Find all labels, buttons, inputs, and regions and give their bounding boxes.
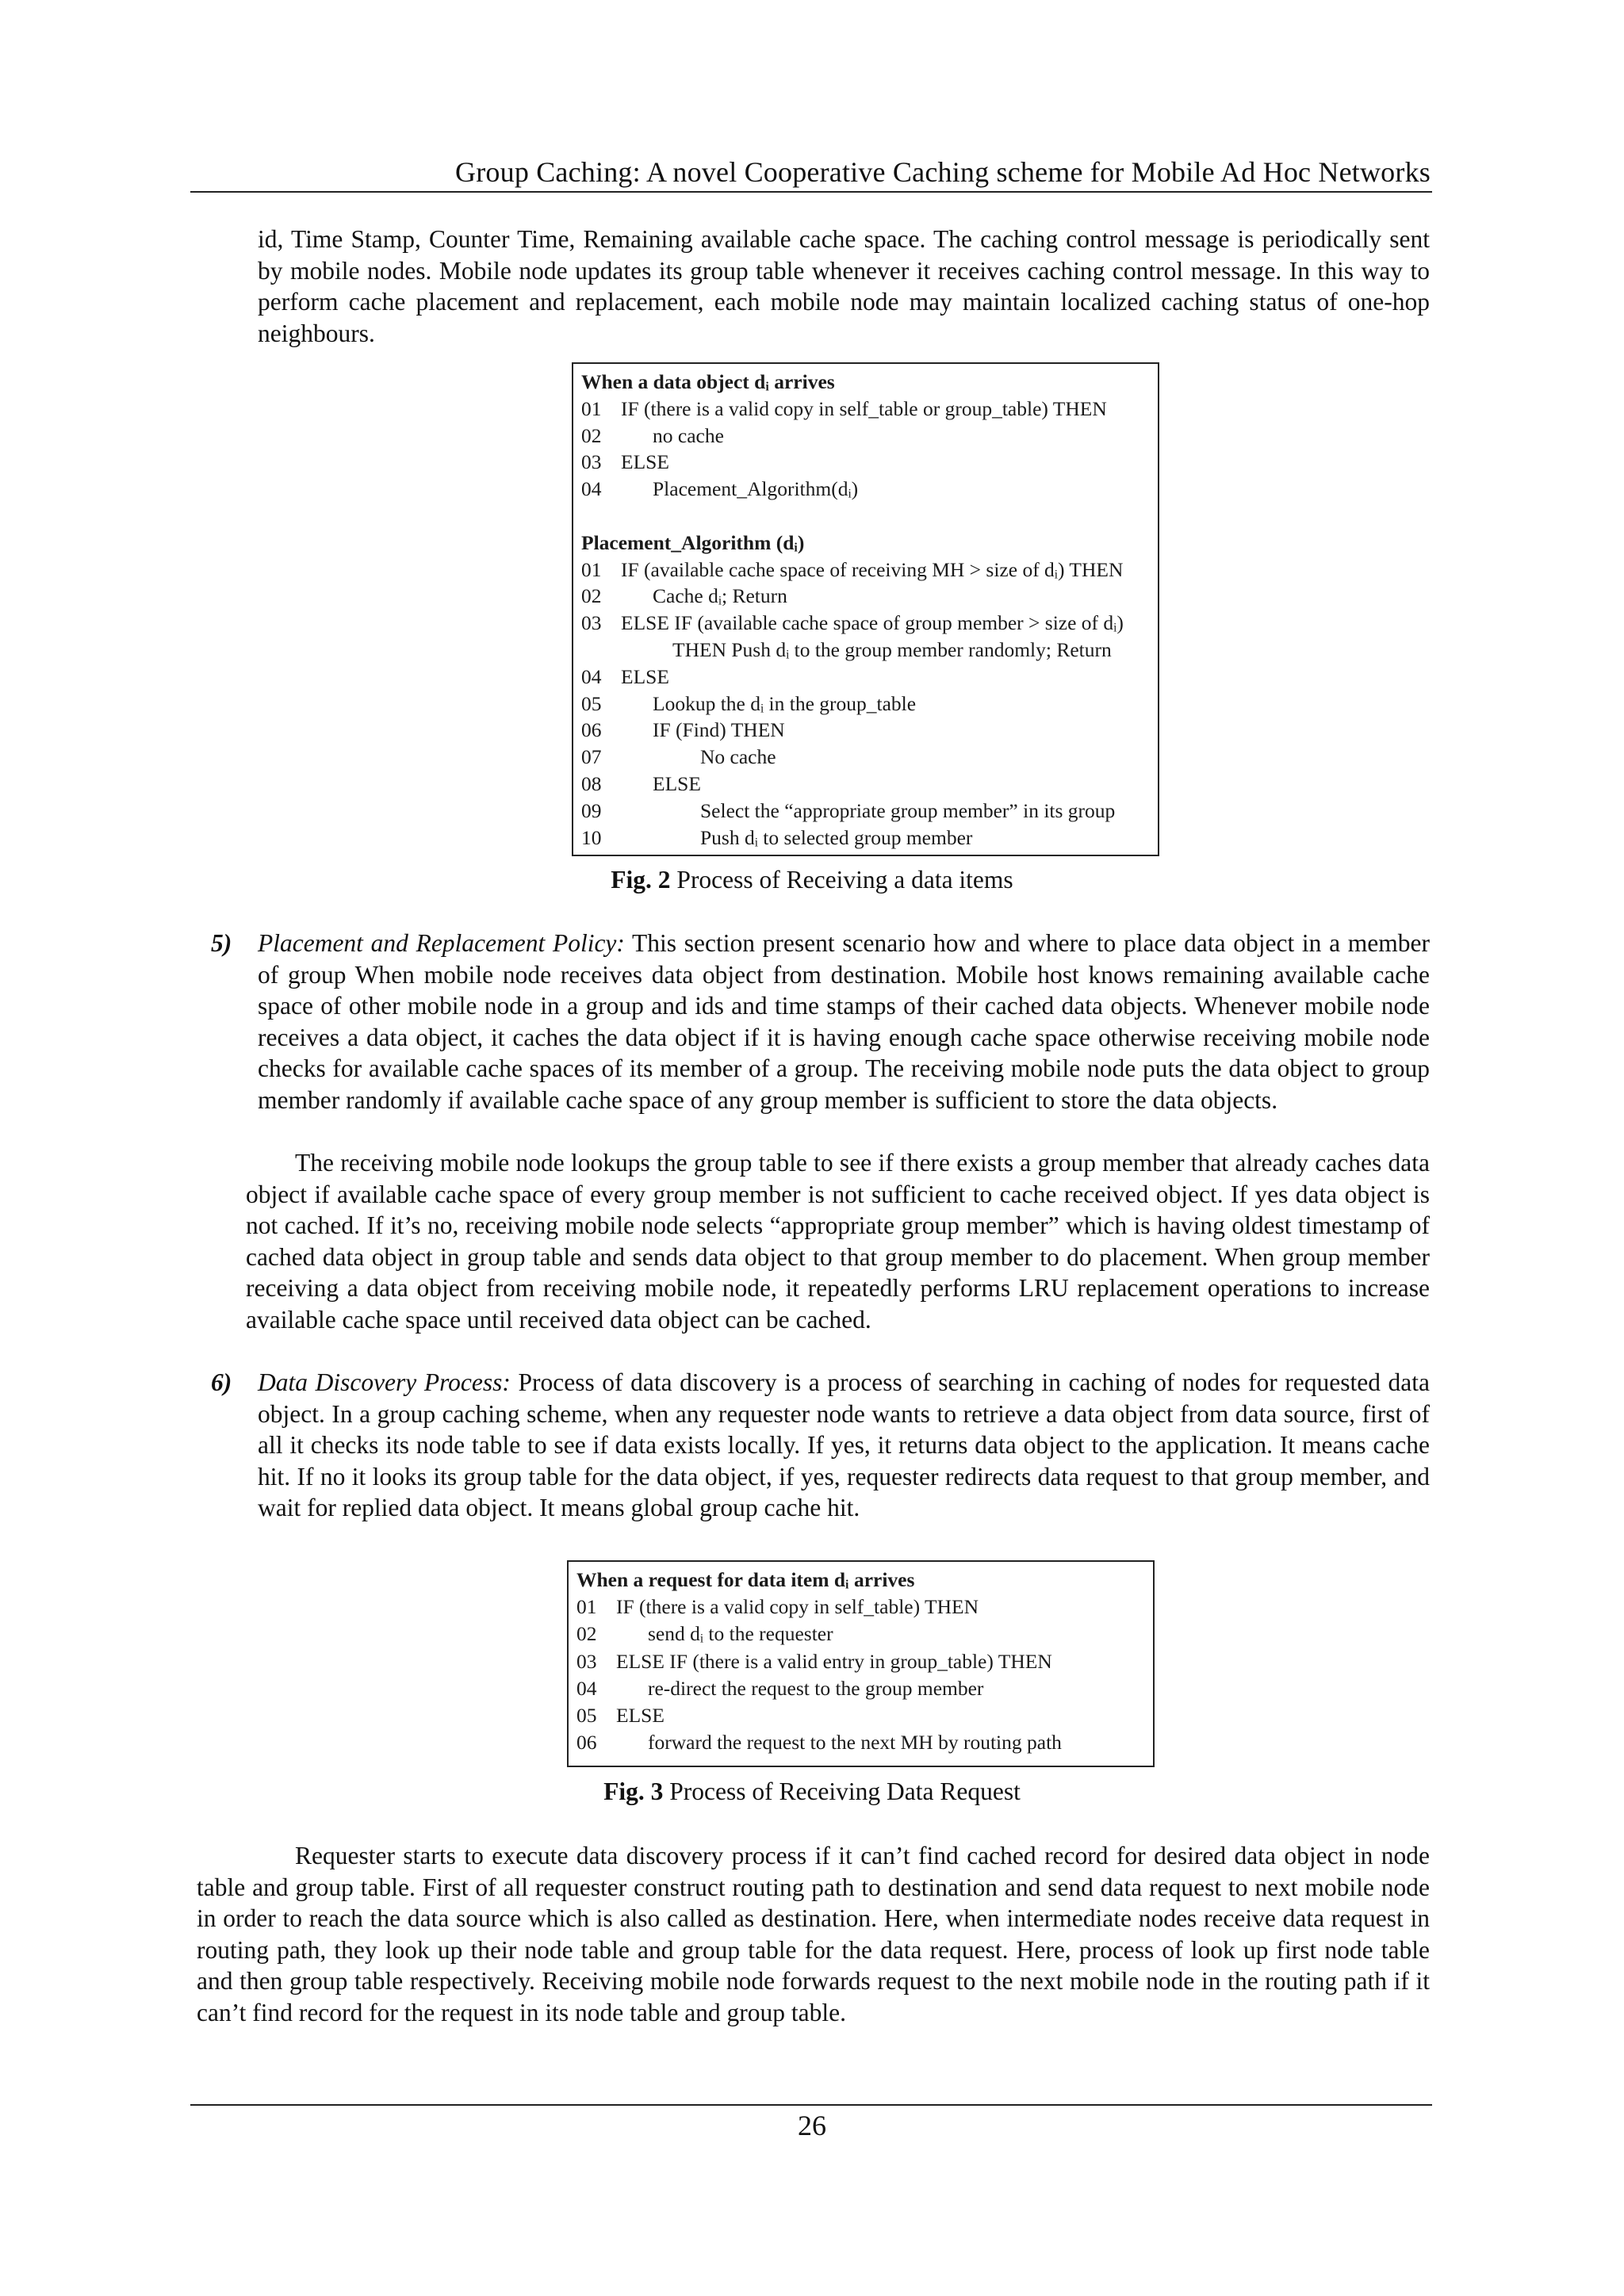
figure-2-algorithm-box [572, 362, 1159, 856]
item-5-paragraph [258, 928, 1430, 1116]
algorithm-line-number: 08 [581, 772, 602, 795]
algorithm-line-number: 10 [581, 825, 602, 849]
item-5-continuation: The receiving mobile node lookups the group table to see if there exists a group member that already caches data object if available cache space of every group member is not sufficient to cache received object. If yes data object is not cached. If it’s no, receiving mobile node selects “appropriate group member” which is having oldest timestamp of cached data object in group table and sends data object to that group member to do placement. When group member receiving a data object from receiving mobile node, it repeatedly performs LRU replacement operations to increase available cache space until received data object can be cached. [246, 1149, 1430, 1334]
figure-3-algorithm-box [567, 1560, 1155, 1767]
algorithm-line-number: 05 [576, 1704, 597, 1727]
algorithm-line-number: 03 [576, 1649, 597, 1673]
algorithm-line [581, 744, 1136, 771]
item-6-title: Data Discovery Process: [258, 1368, 511, 1396]
algorithm-line-number: 02 [581, 423, 602, 447]
algorithm-line-number: 01 [581, 396, 602, 420]
algorithm-line [581, 583, 1136, 610]
algorithm-line-number: 04 [581, 664, 602, 688]
item-6-number: 6) [211, 1368, 232, 1396]
item-6-text: Process of data discovery is a process of searching in caching of nodes for requested data object. In a group caching scheme, when any requester node wants to retrieve a data object from data source, first of all it checks its node table to see if data exists locally. If yes, it returns data object to the application. It means cache hit. If no it looks its group table for the data object, if yes, requester redirects data request to that group member, and wait for replied data object. It means global group cache hit. [258, 1368, 1430, 1522]
algorithm-line-text: Placement_Algorithm (dᵢ) [581, 530, 805, 554]
item-5-text: This section present scenario how and where to place data object in a member of group When mobile node receives data object from destination. Mobile host knows remaining available cache space of other mobile node in a group and ids and time stamps of their cached data objects. Whenever mobile node receives a data object, it caches the data object if it is having enough cache space otherwise receiving mobile node checks for available cache spaces of its member of a group. The receiving mobile node puts the data object to group member randomly if available cache space of any group member is sufficient to store the data objects. [258, 929, 1430, 1114]
figure-2-caption-text: Process of Receiving a data items [670, 866, 1013, 894]
algorithm-line [581, 530, 1136, 557]
page-number: 26 [798, 2110, 826, 2141]
algorithm-line [576, 1648, 1132, 1675]
item-5-title: Placement and Replacement Policy: [258, 929, 625, 957]
algorithm-line-number: 04 [576, 1676, 597, 1700]
footer-divider [190, 2104, 1432, 2106]
algorithm-line-number: 02 [576, 1622, 597, 1646]
algorithm-line-text: send dᵢ to the requester [648, 1622, 833, 1646]
algorithm-line [581, 691, 1136, 718]
algorithm-line-number: 04 [581, 477, 602, 501]
algorithm-line-text: Push dᵢ to selected group member [700, 825, 973, 849]
algorithm-line [581, 423, 1136, 450]
algorithm-line [581, 557, 1136, 584]
algorithm-line-number: 09 [581, 798, 602, 822]
algorithm-line-text: IF (available cache space of receiving MH > size of dᵢ) THEN [621, 557, 1124, 581]
algorithm-line [576, 1621, 1132, 1647]
algorithm-line-number: 03 [581, 450, 602, 474]
algorithm-line-text: Lookup the dᵢ in the group_table [653, 691, 917, 715]
algorithm-line [581, 610, 1136, 637]
figure-2-caption [0, 866, 1624, 894]
algorithm-line [576, 1567, 1132, 1594]
algorithm-line-text: IF (there is a valid copy in self_table or group_table) THEN [621, 396, 1107, 420]
algorithm-line-text: ELSE [621, 450, 669, 474]
figure-2-label: Fig. 2 [611, 866, 671, 894]
figure-3-label: Fig. 3 [603, 1777, 664, 1805]
algorithm-line [581, 369, 1136, 396]
algorithm-line-text: ELSE [621, 664, 669, 688]
algorithm-line [581, 771, 1136, 798]
algorithm-line [581, 798, 1136, 825]
algorithm-line-number: 02 [581, 584, 602, 608]
algorithm-line [576, 1675, 1132, 1702]
algorithm-line-text: Cache dᵢ; Return [653, 584, 787, 608]
algorithm-line-text: ELSE [653, 772, 701, 795]
algorithm-line [581, 476, 1136, 503]
algorithm-line-text: IF (Find) THEN [653, 718, 785, 742]
header-divider [190, 191, 1432, 193]
algorithm-line-text: When a request for data item dᵢ arrives [576, 1568, 915, 1591]
algorithm-line-number: 07 [581, 745, 602, 769]
algorithm-line [581, 825, 1136, 851]
algorithm-line-number: 05 [581, 691, 602, 715]
algorithm-line [581, 396, 1136, 423]
figure-3-caption [0, 1777, 1624, 1806]
final-paragraph: Requester starts to execute data discovery process if it can’t find cached record for desired data object in node table and group table. First of all requester construct routing path to destination and send data request to next mobile node in order to reach the data source which is also called as destination. Here, when intermediate nodes receive data request in routing path, they look up their node table and group table for the data request. Here, process of look up first node table and then group table respectively. Receiving mobile node forwards request to the next mobile node in the routing path if it can’t find record for the request in its node table and group table. [197, 1842, 1430, 2026]
algorithm-line-text: ELSE IF (available cache space of group member > size of dᵢ) [621, 611, 1124, 635]
figure-3-caption-text: Process of Receiving Data Request [663, 1777, 1021, 1805]
algorithm-line [581, 449, 1136, 476]
algorithm-line-text: re-direct the request to the group member [648, 1676, 984, 1700]
algorithm-line-number: 06 [576, 1731, 597, 1755]
algorithm-line-text: When a data object dᵢ arrives [581, 370, 835, 393]
algorithm-line [576, 1729, 1132, 1756]
algorithm-line [581, 717, 1136, 744]
algorithm-line-text: no cache [653, 423, 724, 447]
algorithm-line-text: forward the request to the next MH by routing path [648, 1731, 1062, 1755]
algorithm-line-number: 06 [581, 718, 602, 742]
algorithm-line [581, 637, 1136, 664]
algorithm-line-number: 03 [581, 611, 602, 635]
item-5-number: 5) [211, 929, 232, 957]
algorithm-line-text: Placement_Algorithm(dᵢ) [653, 477, 859, 501]
algorithm-line-text: ELSE [616, 1704, 665, 1727]
algorithm-line-text: ELSE IF (there is a valid entry in group_table) THEN [616, 1649, 1052, 1673]
algorithm-line-text: Select the “appropriate group member” in its group [700, 798, 1116, 822]
item-6-paragraph [258, 1367, 1430, 1524]
algorithm-line-text: IF (there is a valid copy in self_table) THEN [616, 1595, 979, 1619]
algorithm-line [581, 503, 1136, 530]
algorithm-line-number: 01 [576, 1595, 597, 1619]
algorithm-line-text: THEN Push dᵢ to the group member randomly; Return [672, 638, 1112, 661]
algorithm-line [576, 1594, 1132, 1621]
algorithm-line-number: 01 [581, 557, 602, 581]
algorithm-line [581, 664, 1136, 691]
algorithm-line [576, 1702, 1132, 1729]
algorithm-line-text: No cache [700, 745, 776, 769]
running-header: Group Caching: A novel Cooperative Caching scheme for Mobile Ad Hoc Networks [455, 156, 1431, 188]
intro-paragraph: id, Time Stamp, Counter Time, Remaining available cache space. The caching control message is periodically sent by mobile nodes. Mobile node updates its group table whenever it receives caching control message. In this way to perform cache placement and replacement, each mobile node may maintain localized caching status of one-hop neighbours. [258, 225, 1430, 347]
